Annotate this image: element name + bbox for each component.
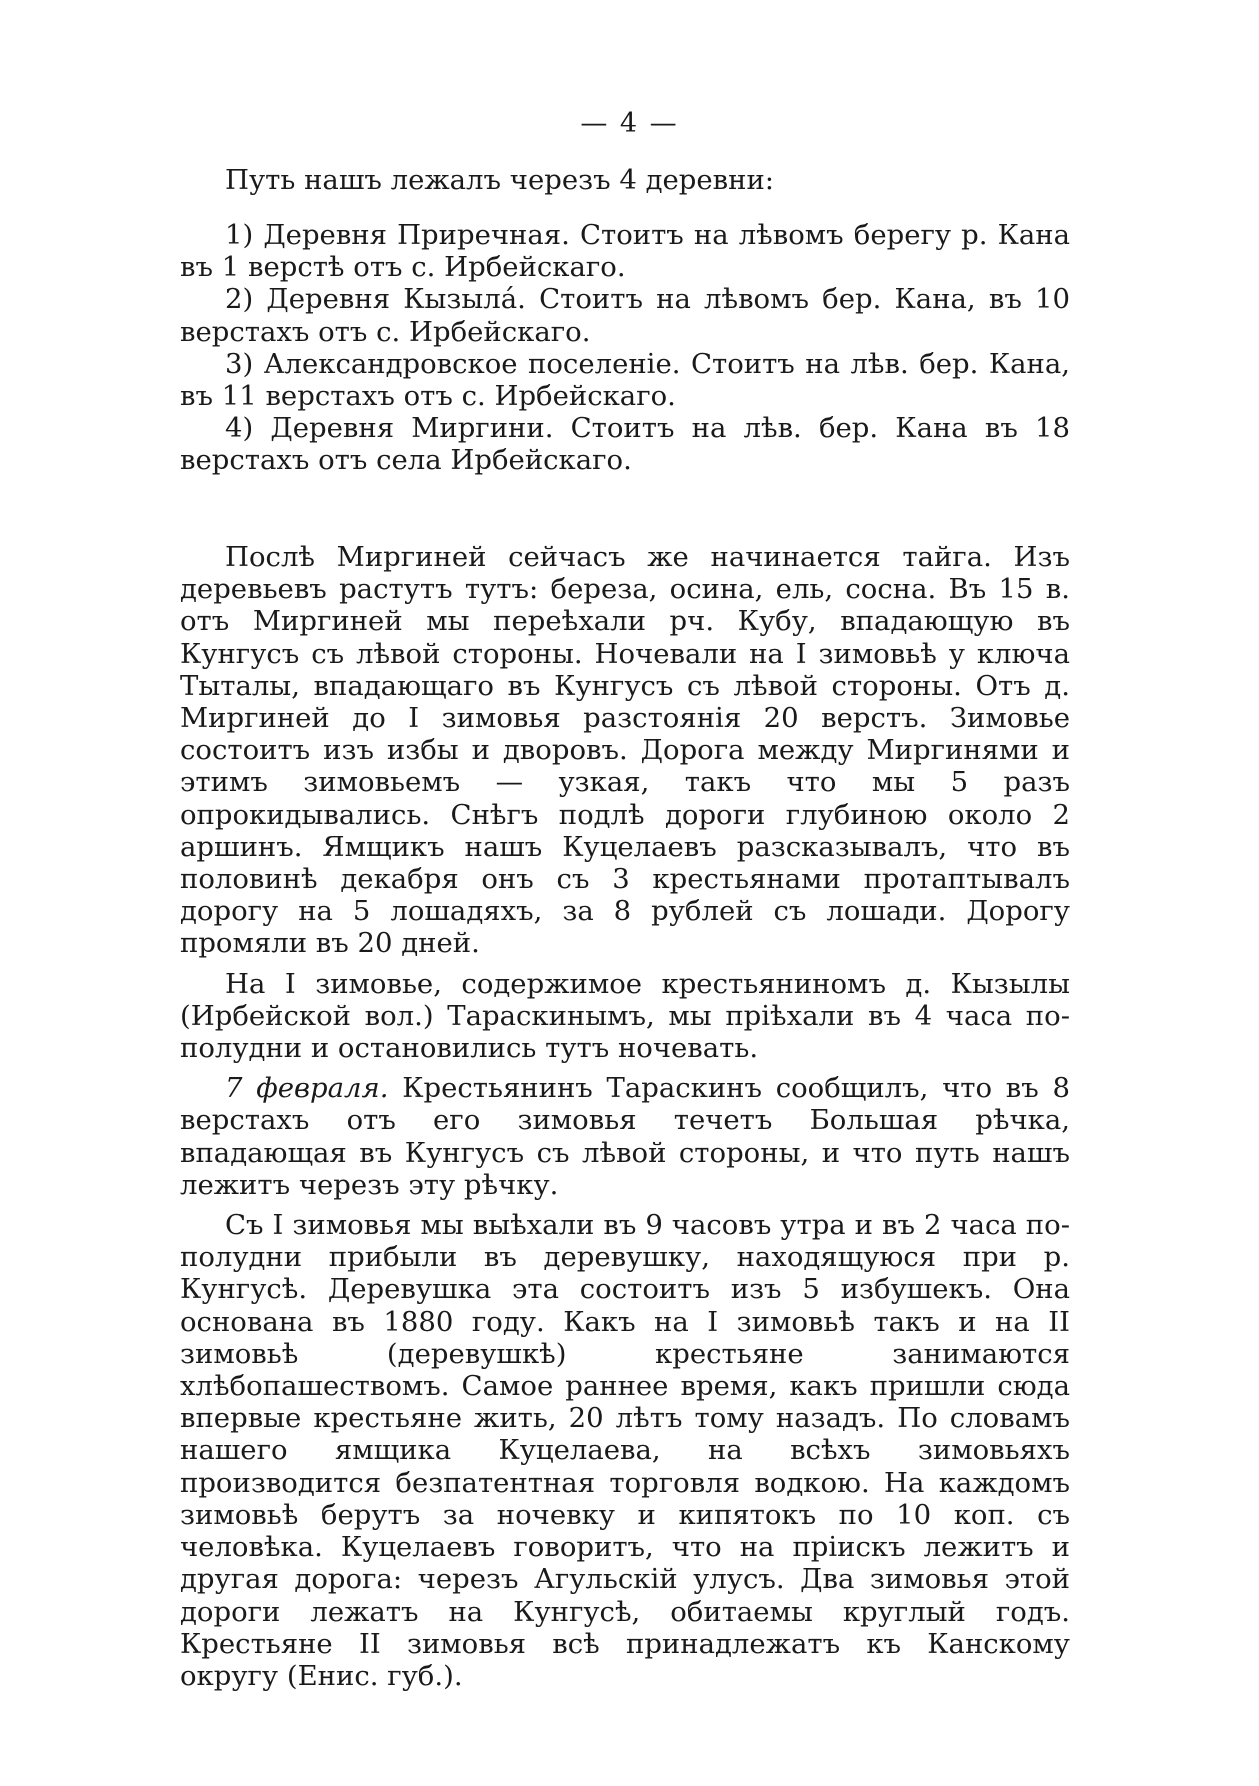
paragraph: Съ I зимовья мы выѣхали въ 9 часовъ утра и въ 2 часа по-полудни прибыли въ деревушку, находящуюся при р. Кунгусѣ. Деревушка эта состоитъ изъ 5 избушекъ. Она основана въ 1880 году. Какъ на I зимовьѣ такъ и на II зимовьѣ (деревушкѣ) крестьяне занимаются хлѣбопашествомъ. Самое раннее время, какъ пришли сюда впервые крестьяне жить, 20 лѣтъ тому назадъ. По словамъ нашего ямщика Куцелаева, на всѣхъ зимовьяхъ производится безпатентная торговля водкою. На каждомъ зимовьѣ берутъ за ночевку и кипятокъ по 10 коп. съ человѣка. Куцелаевъ говоритъ, что на пріискъ лежитъ и другая дорога: черезъ Агульскій улусъ. Два зимовья этой дороги лежатъ на Кунгусѣ, обитаемы круглый годъ. Крестьяне II зимовья всѣ принадлежатъ къ Канскому округу (Енис. губ.). xyxy=(180,1209,1070,1692)
intro-block xyxy=(180,164,1070,196)
dated-paragraph-text: Крестьянинъ Тараскинъ сообщилъ, что въ 8 верстахъ отъ его зимовья течетъ Большая рѣчка, впадающая въ Кунгусъ съ лѣвой стороны, и что путь нашъ лежитъ черезъ эту рѣчку. xyxy=(180,1072,1070,1201)
main-text xyxy=(180,541,1070,1692)
paragraph: Послѣ Миргиней сейчасъ же начинается тайга. Изъ деревьевъ растутъ тутъ: береза, осина, ель, сосна. Въ 15 в. отъ Миргиней мы переѣхали рч. Кубу, впадающую въ Кунгусъ съ лѣвой стороны. Ночевали на I зимовьѣ у ключа Тыталы, впадающаго въ Кунгусъ съ лѣвой стороны. Отъ д. Миргиней до I зимовья разстоянія 20 верстъ. Зимовье состоитъ изъ избы и дворовъ. Дорога между Миргинями и этимъ зимовьемъ — узкая, такъ что мы 5 разъ опрокидывались. Снѣгъ подлѣ дороги глубиною около 2 аршинъ. Ямщикъ нашъ Куцелаевъ разсказывалъ, что въ половинѣ декабря онъ съ 3 крестьянами протаптывалъ дорогу на 5 лошадяхъ, за 8 рублей съ лошади. Дорогу промяли въ 20 дней. xyxy=(180,541,1070,960)
village-item: 3) Александровское поселеніе. Стоитъ на лѣв. бер. Кана, въ 11 верстахъ отъ с. Ирбейскаго. xyxy=(180,347,1070,413)
page-number: — 4 — xyxy=(580,108,679,139)
village-item: 1) Деревня Приречная. Стоитъ на лѣвомъ берегу р. Кана въ 1 верстѣ отъ с. Ирбейскаго. xyxy=(180,219,1070,284)
date-label: 7 февраля. xyxy=(225,1072,389,1105)
village-item: 4) Деревня Миргини. Стоитъ на лѣв. бер. Кана въ 18 верстахъ отъ села Ирбейскаго. xyxy=(180,412,1070,477)
village-list xyxy=(180,219,1070,477)
intro-line: Путь нашъ лежалъ черезъ 4 деревни: xyxy=(225,164,775,196)
paragraph: На I зимовье, содержимое крестьяниномъ д. Кызылы (Ирбейской вол.) Тараскинымъ, мы пріѣхали въ 4 часа по-полудни и остановились тутъ ночевать. xyxy=(180,967,1070,1065)
dated-paragraph xyxy=(180,1072,1070,1201)
village-item: 2) Деревня Кызыла́. Стоитъ на лѣвомъ бер. Кана, въ 10 верстахъ отъ с. Ирбейскаго. xyxy=(180,283,1070,348)
